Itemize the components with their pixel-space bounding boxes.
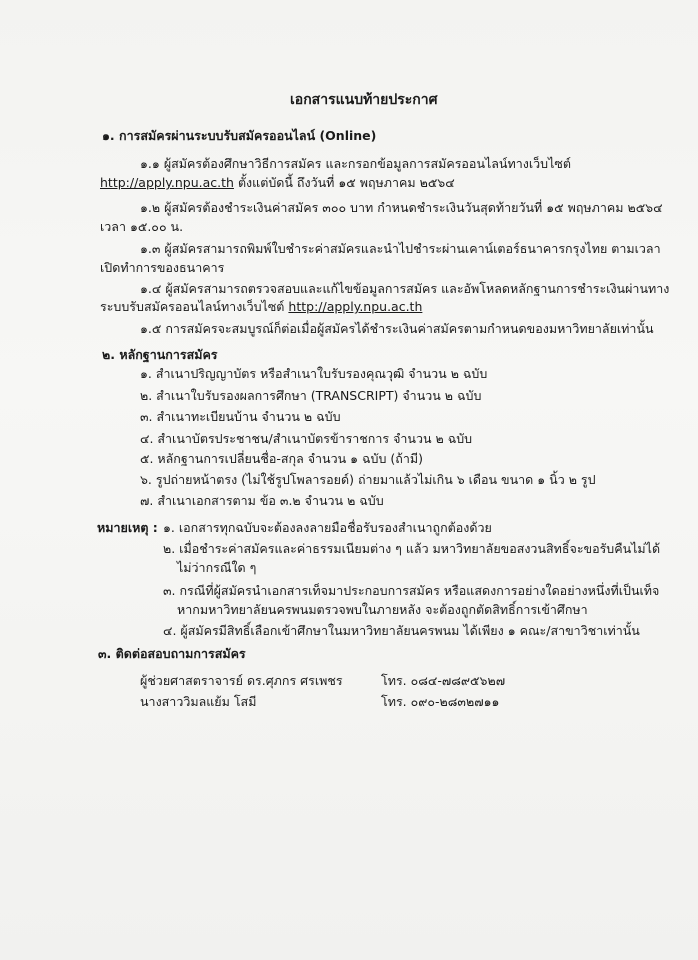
list-item: ๗. สำเนาเอกสารตาม ข้อ ๓.๒ จำนวน ๒ ฉบับ (140, 493, 384, 508)
item-1-4-text: ระบบรับสมัครออนไลน์ทางเว็บไซต์ (100, 299, 289, 314)
item-1-3-line-1: ๑.๓ ผู้สมัครสามารถพิมพ์ใบชำระค่าสมัครและนำไปชำระผ่านเคาน์เตอร์ธนาคารกรุงไทย ตามเวลา (140, 241, 661, 256)
notes-label: หมายเหตุ : (97, 520, 158, 535)
list-item: ๓. สำเนาทะเบียนบ้าน จำนวน ๒ ฉบับ (140, 409, 341, 424)
contact-name: ผู้ช่วยศาสตราจารย์ ดร.ศุภกร ศรเพชร (140, 673, 343, 688)
section-1-heading: ๑. การสมัครผ่านระบบรับสมัครออนไลน์ (Online) (102, 128, 377, 143)
item-1-4-line-1: ๑.๔ ผู้สมัครสามารถตรวจสอบและแก้ไขข้อมูลการสมัคร และอัพโหลดหลักฐานการชำระเงินผ่านทาง (140, 281, 670, 296)
section-3-heading: ๓. ติดต่อสอบถามการสมัคร (98, 646, 246, 661)
item-1-1-line-1: ๑.๑ ผู้สมัครต้องศึกษาวิธีการสมัคร และกรอกข้อมูลการสมัครออนไลน์ทางเว็บไซต์ (140, 156, 571, 171)
item-1-5: ๑.๕ การสมัครจะสมบูรณ์ก็ต่อเมื่อผู้สมัครได้ชำระเงินค่าสมัครตามกำหนดของมหาวิทยาลัยเท่านั้น (140, 321, 654, 336)
note-2-line-2: ไม่ว่ากรณีใด ๆ (177, 560, 257, 575)
item-1-1-line-2 (100, 175, 455, 191)
note-1: ๑. เอกสารทุกฉบับจะต้องลงลายมือชื่อรับรองสำเนาถูกต้องด้วย (163, 520, 492, 535)
item-1-4-line-2 (100, 299, 422, 315)
document-title: เอกสารแนบท้ายประกาศ (290, 92, 438, 108)
note-4: ๔. ผู้สมัครมีสิทธิ์เลือกเข้าศึกษาในมหาวิทยาลัยนครพนม ได้เพียง ๑ คณะ/สาขาวิชาเท่านั้น (163, 623, 640, 638)
contact-phone: โทร. ๐๘๔-๗๘๙๕๖๒๗ (381, 673, 506, 688)
item-1-2-line-2: เวลา ๑๕.๐๐ น. (100, 219, 184, 234)
list-item: ๑. สำเนาปริญญาบัตร หรือสำเนาใบรับรองคุณวุฒิ จำนวน ๒ ฉบับ (140, 366, 488, 381)
item-1-3-line-2: เปิดทำการของธนาคาร (100, 260, 225, 275)
note-3-line-1: ๓. กรณีที่ผู้สมัครนำเอกสารเท็จมาประกอบการสมัคร หรือแสดงการอย่างใดอย่างหนึ่งที่เป็นเท็จ (163, 583, 660, 598)
list-item: ๕. หลักฐานการเปลี่ยนชื่อ-สกุล จำนวน ๑ ฉบับ (ถ้ามี) (140, 451, 423, 466)
item-1-2-line-1: ๑.๒ ผู้สมัครต้องชำระเงินค่าสมัคร ๓๐๐ บาท กำหนดชำระเงินวันสุดท้ายวันที่ ๑๕ พฤษภาคม ๒๕๖๔ (140, 200, 663, 215)
list-item: ๒. สำเนาใบรับรองผลการศึกษา (TRANSCRIPT) จำนวน ๒ ฉบับ (140, 388, 482, 403)
note-3-line-2: หากมหาวิทยาลัยนครพนมตรวจพบในภายหลัง จะต้องถูกตัดสิทธิ์การเข้าศึกษา (177, 602, 588, 617)
note-2-line-1: ๒. เมื่อชำระค่าสมัครและค่าธรรมเนียมต่าง ๆ แล้ว มหาวิทยาลัยขอสงวนสิทธิ์จะขอรับคืนไม่ได้ (163, 541, 661, 556)
item-1-1-date-text: ตั้งแต่บัดนี้ ถึงวันที่ ๑๕ พฤษภาคม ๒๕๖๔ (233, 175, 455, 190)
list-item: ๖. รูปถ่ายหน้าตรง (ไม่ใช้รูปโพลารอยด์) ถ่ายมาแล้วไม่เกิน ๖ เดือน ขนาด ๑ นิ้ว ๒ รูป (140, 472, 596, 487)
section-2-heading: ๒. หลักฐานการสมัคร (102, 347, 218, 362)
apply-website-link[interactable]: http://apply.npu.ac.th (100, 175, 234, 190)
apply-website-link-2[interactable]: http://apply.npu.ac.th (288, 299, 423, 314)
contact-phone: โทร. ๐๙๐-๒๘๓๒๗๑๑ (381, 694, 500, 709)
contact-name: นางสาววิมลแย้ม โสมี (140, 694, 257, 709)
list-item: ๔. สำเนาบัตรประชาชน/สำเนาบัตรข้าราชการ จำนวน ๒ ฉบับ (140, 431, 473, 446)
